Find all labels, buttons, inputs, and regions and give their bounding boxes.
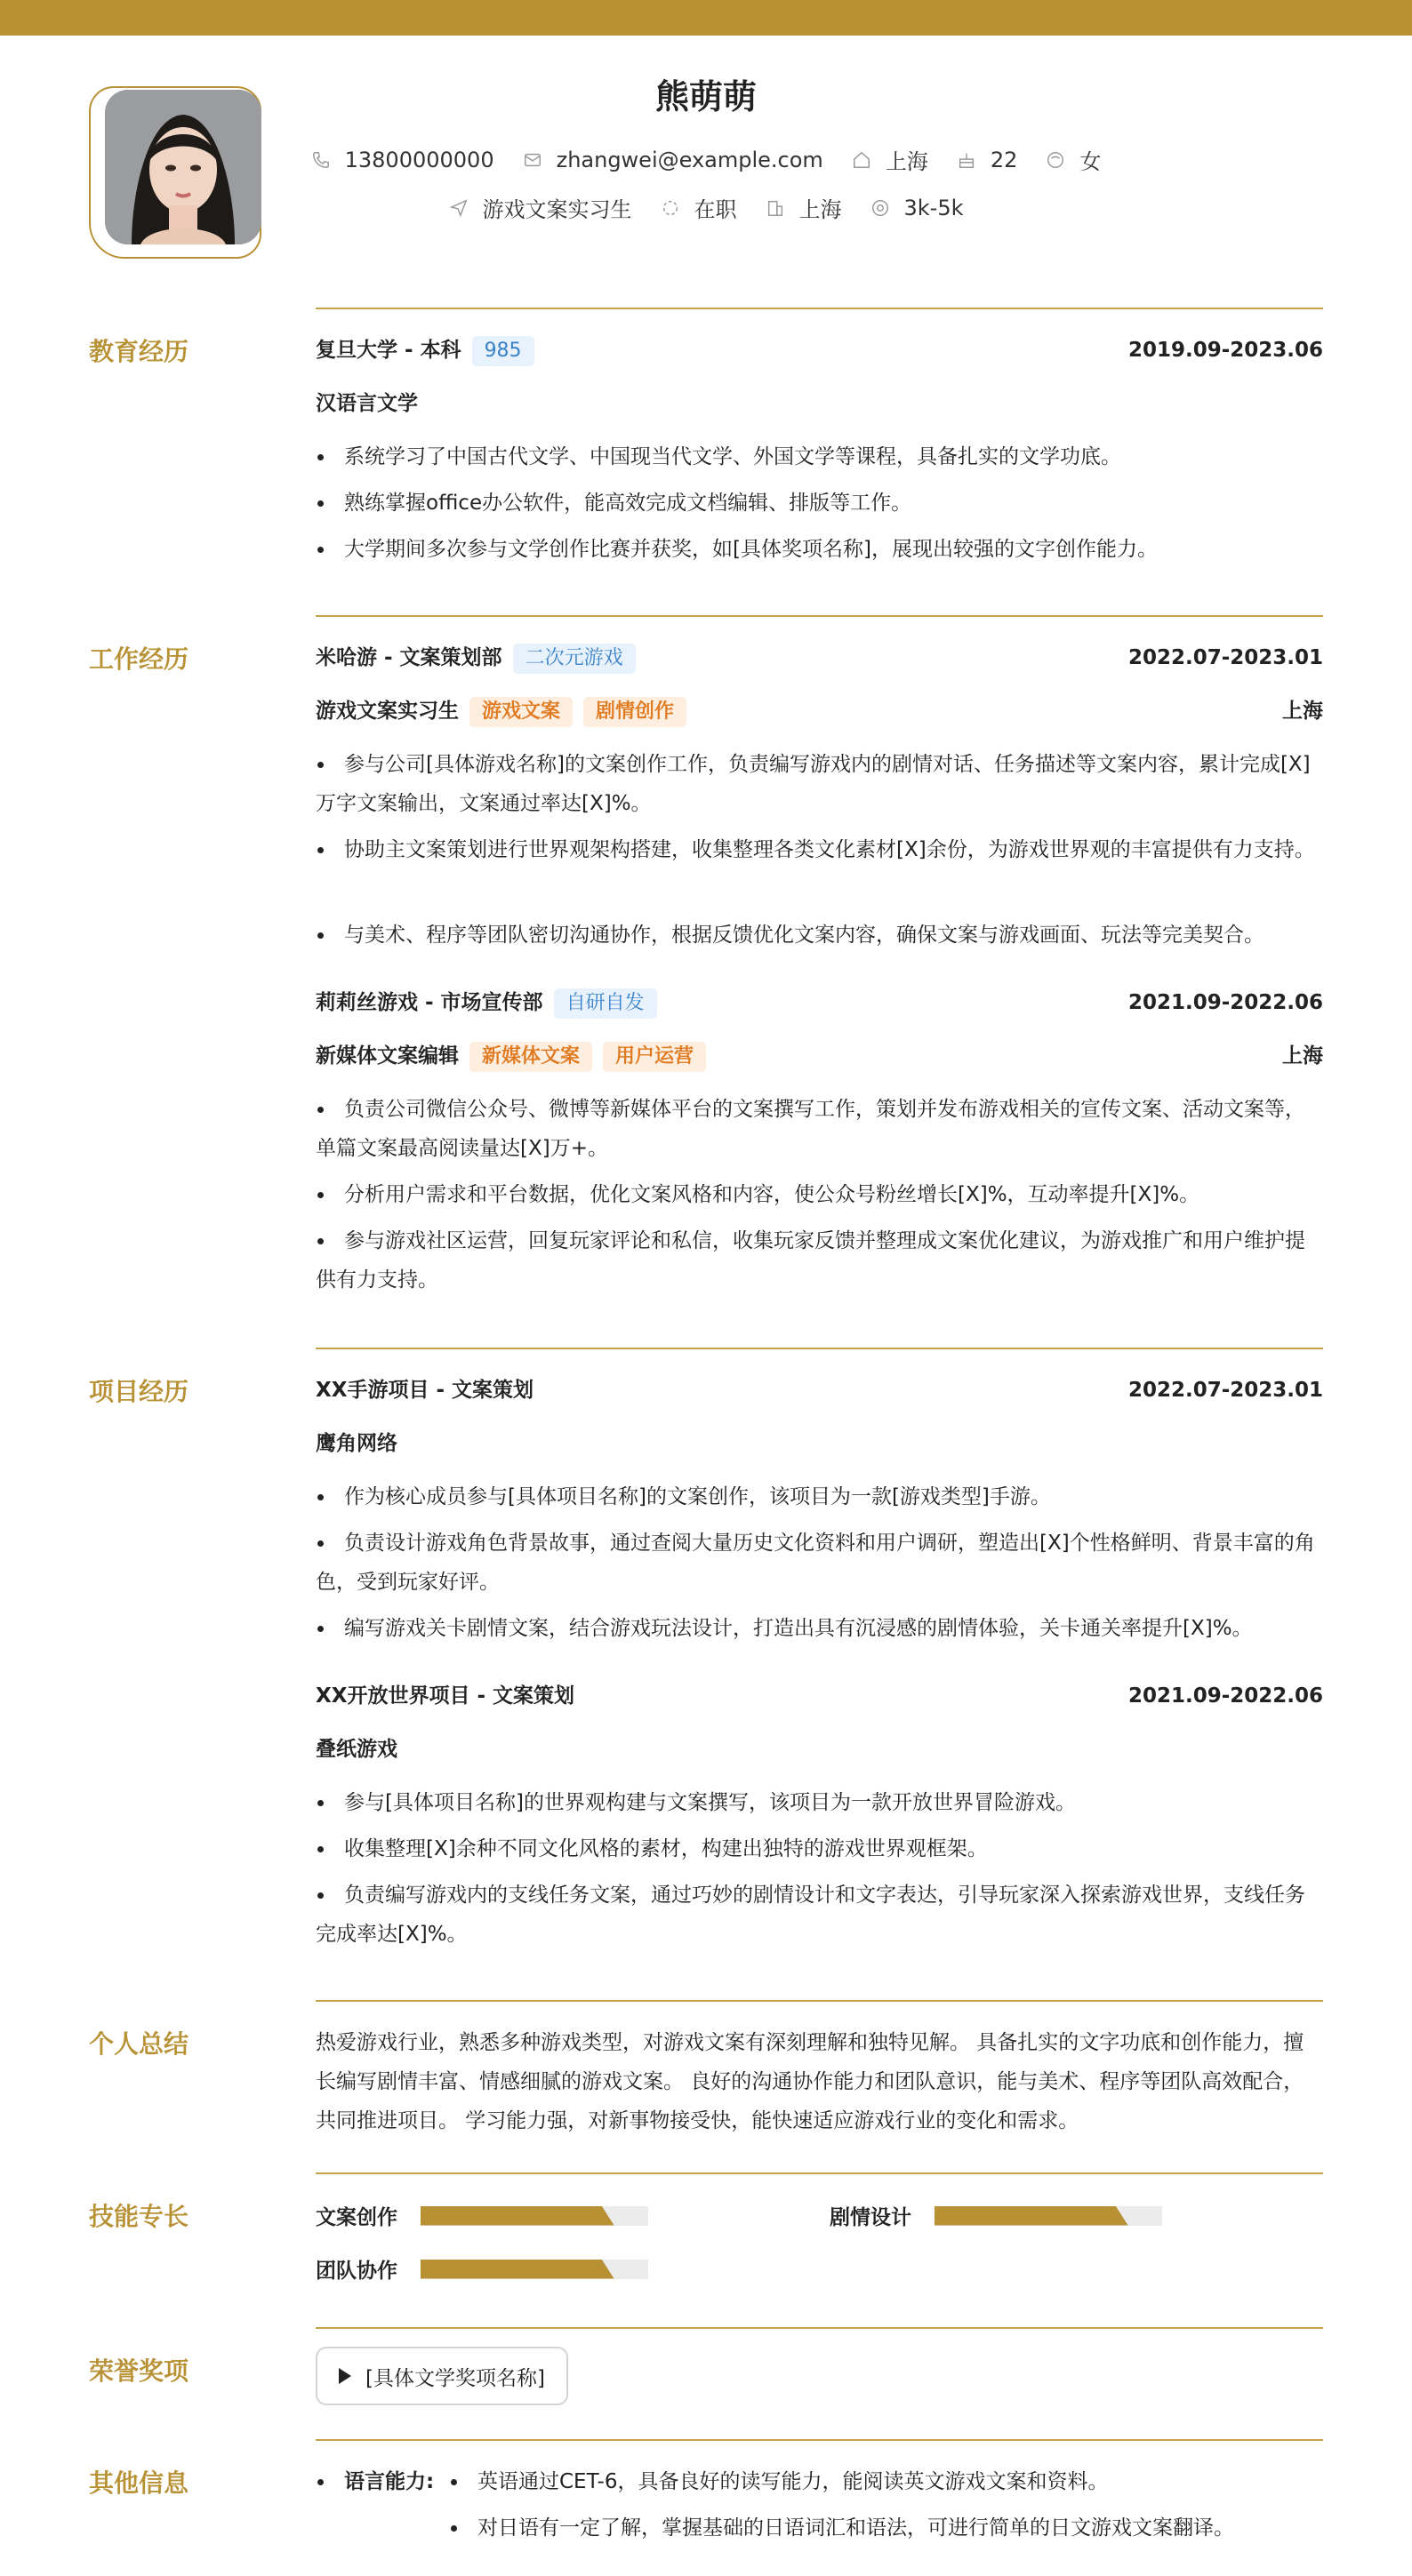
skill-name: 团队协作 — [316, 2260, 397, 2283]
language-row — [316, 2462, 1323, 2501]
play-icon — [339, 2368, 351, 2384]
section-title-summary: 个人总结 — [89, 2029, 189, 2059]
bullet-dot — [451, 2479, 457, 2485]
section-title-awards: 荣誉奖项 — [89, 2356, 189, 2386]
work-header — [316, 638, 1323, 677]
bullet-dot — [451, 2525, 457, 2532]
skill-name: 剧情设计 — [830, 2206, 911, 2229]
skill-item — [316, 2254, 648, 2284]
role-tag: 剧情创作 — [583, 697, 686, 727]
project-header — [316, 1676, 1323, 1716]
list-item: 分析用户需求和平台数据，优化文案风格和内容，使公众号粉丝增长[X]%，互动率提升[X]%。 — [316, 1175, 1323, 1214]
work-location: 上海 — [1282, 700, 1323, 723]
bullet-dot — [317, 2479, 324, 2485]
skill-item — [830, 2201, 1162, 2230]
school-tag: 985 — [472, 336, 534, 366]
language-text: 英语通过CET-6，具备良好的读写能力，能阅读英文游戏文案和资料。 — [477, 2470, 1109, 2493]
language-item — [449, 2508, 1234, 2548]
divider — [316, 1348, 1323, 1349]
work-header — [316, 983, 1323, 1022]
list-item: 与美术、程序等团队密切沟通协作，根据反馈优化文案内容，确保文案与游戏画面、玩法等完美契合。 — [316, 916, 1323, 955]
work-location: 上海 — [1282, 1044, 1323, 1068]
send-icon — [449, 198, 469, 218]
project-date: 2021.09-2022.06 — [1127, 1684, 1323, 1708]
company-tag: 二次元游戏 — [513, 644, 636, 674]
status-text: 在职 — [694, 197, 737, 222]
phone-icon — [311, 150, 331, 170]
list-item: 负责设计游戏角色背景故事，通过查阅大量历史文化资料和用户调研，塑造出[X]个性格鲜明、背景丰富的角色，受到玩家好评。 — [316, 1524, 1323, 1602]
mail-icon — [523, 150, 542, 170]
skill-item — [316, 2201, 648, 2230]
position-text: 游戏文案实习生 — [482, 197, 632, 222]
school-name: 复旦大学 - 本科 — [316, 339, 461, 362]
company-tag: 自研自发 — [554, 988, 657, 1019]
divider — [316, 2439, 1323, 2441]
salary-icon — [870, 198, 890, 218]
divider — [316, 308, 1323, 309]
contact-row — [0, 144, 1412, 175]
top-accent-bar — [0, 0, 1412, 36]
list-item: 参与游戏社区运营，回复玩家评论和私信，收集玩家反馈并整理成文案优化建议，为游戏推广和用户维护提供有力支持。 — [316, 1221, 1323, 1300]
divider — [316, 2172, 1323, 2174]
position-item — [449, 192, 632, 223]
role-tag: 新媒体文案 — [469, 1042, 592, 1072]
skill-name: 文案创作 — [316, 2206, 397, 2229]
education-date: 2019.09-2023.06 — [1127, 339, 1323, 362]
skill-bar-fill — [421, 2206, 614, 2226]
skill-bar — [935, 2206, 1162, 2226]
work-date: 2022.07-2023.01 — [1127, 646, 1323, 669]
language-label: 语言能力: — [344, 2470, 435, 2493]
role-title: 新媒体文案编辑 — [316, 1044, 459, 1068]
project-title: XX开放世界项目 - 文案策划 — [316, 1684, 575, 1708]
phone-item — [311, 148, 494, 172]
building-icon — [766, 198, 785, 218]
gender-icon — [1046, 150, 1065, 170]
skill-bar-fill — [935, 2206, 1128, 2226]
home-icon — [852, 150, 871, 170]
section-title-skills: 技能专长 — [89, 2202, 189, 2231]
work-role — [316, 692, 1323, 731]
status-item — [661, 192, 737, 223]
skill-bar — [421, 2260, 648, 2279]
role-title: 游戏文案实习生 — [316, 700, 459, 723]
target-city-text: 上海 — [798, 197, 842, 222]
list-item: 作为核心成员参与[具体项目名称]的文案创作，该项目为一款[游戏类型]手游。 — [316, 1477, 1323, 1516]
divider — [316, 2327, 1323, 2329]
role-tag: 游戏文案 — [469, 697, 573, 727]
gender-text: 女 — [1079, 149, 1102, 174]
list-item: 参与公司[具体游戏名称]的文案创作工作，负责编写游戏内的剧情对话、任务描述等文案内容，累计完成[X]万字文案输出，文案通过率达[X]%。 — [316, 745, 1323, 823]
list-item: 编写游戏关卡剧情文案，结合游戏玩法设计，打造出具有沉浸感的剧情体验，关卡通关率提升[X]%。 — [316, 1609, 1323, 1648]
job-intent-row — [0, 192, 1412, 223]
divider — [316, 615, 1323, 617]
cake-icon — [957, 150, 976, 170]
education-header — [316, 331, 1323, 370]
city-item — [852, 144, 928, 175]
project-date: 2022.07-2023.01 — [1127, 1379, 1323, 1402]
age-item — [957, 148, 1018, 172]
candidate-name: 熊萌萌 — [654, 77, 757, 116]
age-text: 22 — [990, 147, 1018, 172]
company-name: 莉莉丝游戏 - 市场宣传部 — [316, 991, 543, 1014]
phone-text: 13800000000 — [344, 147, 494, 172]
city-text: 上海 — [885, 149, 928, 174]
list-item: 收集整理[X]余种不同文化风格的素材，构建出独特的游戏世界观框架。 — [316, 1829, 1323, 1868]
status-icon — [661, 198, 680, 218]
target-city-item — [766, 192, 842, 223]
award-name: [具体文学奖项名称] — [365, 2366, 545, 2390]
section-title-other: 其他信息 — [89, 2468, 189, 2498]
section-title-project: 项目经历 — [89, 1377, 189, 1406]
section-title-work: 工作经历 — [89, 644, 189, 674]
gender-item — [1046, 144, 1101, 175]
skill-bar — [421, 2206, 648, 2226]
project-header — [316, 1371, 1323, 1410]
list-item: 负责公司微信公众号、微博等新媒体平台的文案撰写工作，策划并发布游戏相关的宣传文案、活动文案等，单篇文案最高阅读量达[X]万+。 — [316, 1090, 1323, 1168]
language-item — [449, 2462, 1108, 2501]
work-date: 2021.09-2022.06 — [1127, 991, 1323, 1014]
section-title-education: 教育经历 — [89, 337, 189, 366]
role-tag: 用户运营 — [603, 1042, 706, 1072]
list-item: 大学期间多次参与文学创作比赛并获奖，如[具体奖项名称]，展现出较强的文字创作能力。 — [316, 530, 1323, 569]
skill-bar-fill — [421, 2260, 614, 2279]
list-item: 参与[具体项目名称]的世界观构建与文案撰写，该项目为一款开放世界冒险游戏。 — [316, 1783, 1323, 1822]
company-name: 米哈游 - 文案策划部 — [316, 646, 502, 669]
list-item: 系统学习了中国古代文学、中国现当代文学、外国文学等课程，具备扎实的文学功底。 — [316, 437, 1323, 476]
project-title: XX手游项目 - 文案策划 — [316, 1379, 534, 1402]
list-item: 负责编写游戏内的支线任务文案，通过巧妙的剧情设计和文字表达，引导玩家深入探索游戏世界，支线任务完成率达[X]%。 — [316, 1876, 1323, 1954]
work-role — [316, 1036, 1323, 1076]
education-major: 汉语言文学 — [316, 392, 418, 415]
salary-text: 3k-5k — [903, 195, 964, 220]
list-item: 熟练掌握office办公软件，能高效完成文档编辑、排版等工作。 — [316, 484, 1323, 523]
email-item — [523, 148, 823, 172]
award-item[interactable] — [316, 2347, 568, 2405]
email-text: zhangwei@example.com — [556, 147, 823, 172]
language-text: 对日语有一定了解，掌握基础的日语词汇和语法，可进行简单的日文游戏文案翻译。 — [477, 2516, 1234, 2540]
divider — [316, 2000, 1323, 2002]
salary-item — [870, 196, 964, 220]
project-org: 鹰角网络 — [316, 1432, 397, 1455]
project-org: 叠纸游戏 — [316, 1738, 397, 1761]
list-item: 协助主文案策划进行世界观架构搭建，收集整理各类文化素材[X]余份，为游戏世界观的丰富提供有力支持。 — [316, 830, 1323, 869]
summary-text: 热爱游戏行业，熟悉多种游戏类型，对游戏文案有深刻理解和独特见解。 具备扎实的文字功底和创作能力，擅长编写剧情丰富、情感细腻的游戏文案。 良好的沟通协作能力和团队意识，能与美术、程序等团队高效配合，共同推进项目。 学习能力强，对新事物接受快，能快速适应游戏行业的变化和需求。 — [316, 2031, 1304, 2132]
